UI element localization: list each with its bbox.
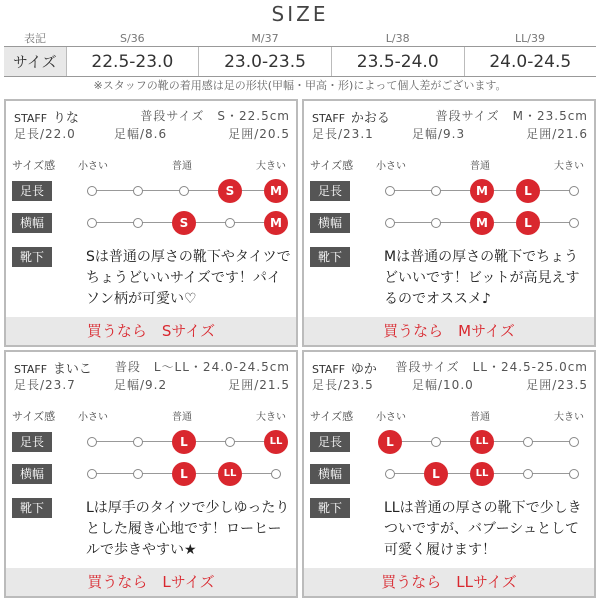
- scale-small-label: 小さい: [376, 161, 406, 172]
- size-value-s: 22.5-23.0: [66, 47, 199, 77]
- length-scale: [92, 432, 283, 452]
- staff-label: STAFF: [14, 363, 48, 376]
- length-row-label: 足長: [310, 181, 350, 201]
- width-row-label: 横幅: [310, 213, 350, 233]
- scale-dot: [431, 437, 441, 447]
- scale-dot: [569, 437, 579, 447]
- size-fit-marker: LL: [470, 462, 494, 486]
- scale-dot: [385, 218, 395, 228]
- staff-comment: LLは普通の厚さの靴下で少しきついですが、バブーシュとして可愛く履けます！: [384, 500, 582, 558]
- size-header-label: 表記: [4, 30, 66, 47]
- staff-header: [14, 358, 290, 377]
- foot-width: 足幅/9.2: [114, 378, 168, 392]
- staff-name: かおる: [350, 111, 390, 126]
- scale-dot: [431, 186, 441, 196]
- scale-normal-label: 普通: [470, 412, 490, 423]
- foot-length: 足長/23.7: [14, 378, 76, 392]
- size-fit-marker: L: [172, 430, 196, 454]
- size-row-label: サイズ: [4, 47, 66, 77]
- size-fit-marker: M: [264, 211, 288, 235]
- scale-dot: [133, 437, 143, 447]
- scale-small-label: 小さい: [376, 412, 406, 423]
- scale-small-label: 小さい: [78, 412, 108, 423]
- foot-length: 足長/23.1: [312, 127, 374, 141]
- staff-header: [14, 107, 290, 126]
- staff-card: [4, 99, 298, 347]
- recommend-size: 買うなら Mサイズ: [304, 317, 594, 345]
- foot-girth: 足囲/23.5: [526, 378, 588, 392]
- scale-dot: [87, 437, 97, 447]
- scale-dot: [569, 186, 579, 196]
- scale-large-label: 大きい: [554, 161, 584, 172]
- size-fit-marker: S: [172, 211, 196, 235]
- scale-dot: [179, 186, 189, 196]
- foot-length: 足長/22.0: [14, 127, 76, 141]
- scale-title: サイズ感: [310, 159, 354, 172]
- foot-length: 足長/23.5: [312, 378, 374, 392]
- length-row-label: 足長: [12, 181, 52, 201]
- size-fit-marker: L: [516, 211, 540, 235]
- staff-card: [302, 99, 596, 347]
- foot-width: 足幅/10.0: [412, 378, 474, 392]
- usual-size: 普段サイズ LL・24.5-25.0cm: [395, 360, 588, 374]
- staff-header: [312, 107, 588, 126]
- size-value-ll: 24.0-24.5: [464, 47, 596, 77]
- scale-dot: [87, 218, 97, 228]
- scale-dot: [87, 186, 97, 196]
- staff-label: STAFF: [312, 112, 346, 125]
- size-col-m: M/37: [199, 30, 332, 47]
- shoe-sock-label: 靴下: [12, 498, 52, 518]
- staff-comment: Sは普通の厚さの靴下やタイツでちょうどいいサイズです！パイソン柄が可愛い♡: [86, 249, 291, 307]
- scale-dot: [569, 469, 579, 479]
- size-value-l: 23.5-24.0: [331, 47, 464, 77]
- size-fit-marker: L: [516, 179, 540, 203]
- scale-dot: [133, 186, 143, 196]
- shoe-sock-label: 靴下: [310, 247, 350, 267]
- fit-note: ※スタッフの靴の着用感は足の形状(甲幅・甲高・形)によって個人差がございます。: [93, 79, 507, 92]
- size-col-ll: LL/39: [464, 30, 596, 47]
- scale-normal-label: 普通: [172, 161, 192, 172]
- scale-dot: [133, 469, 143, 479]
- scale-dot: [569, 218, 579, 228]
- recommend-size: 買うなら Sサイズ: [6, 317, 296, 345]
- shoe-sock-label: 靴下: [12, 247, 52, 267]
- scale-dot: [271, 469, 281, 479]
- size-fit-marker: L: [424, 462, 448, 486]
- size-fit-marker: M: [470, 179, 494, 203]
- staff-card: [302, 350, 596, 598]
- staff-label: STAFF: [312, 363, 346, 376]
- scale-title: サイズ感: [310, 410, 354, 423]
- width-scale: [92, 464, 276, 484]
- scale-large-label: 大きい: [256, 412, 286, 423]
- scale-dot: [87, 469, 97, 479]
- recommend-size: 買うなら LLサイズ: [304, 568, 594, 596]
- width-scale: [92, 213, 282, 233]
- usual-size: 普段サイズ M・23.5cm: [435, 109, 588, 123]
- size-fit-marker: LL: [264, 430, 288, 454]
- scale-dot: [133, 218, 143, 228]
- size-title: SIZE: [271, 2, 329, 26]
- width-scale: [390, 464, 574, 484]
- length-row-label: 足長: [310, 432, 350, 452]
- staff-name: りな: [52, 111, 79, 126]
- scale-small-label: 小さい: [78, 161, 108, 172]
- staff-comment: Lは厚手のタイツで少しゆったりとした履き心地です！ローヒールで歩きやすい★: [86, 500, 290, 558]
- recommend-size: 買うなら Lサイズ: [6, 568, 296, 596]
- scale-dot: [225, 218, 235, 228]
- length-scale: [386, 432, 574, 452]
- length-scale: [390, 181, 574, 201]
- size-fit-marker: LL: [218, 462, 242, 486]
- scale-dot: [385, 186, 395, 196]
- scale-large-label: 大きい: [554, 412, 584, 423]
- scale-dot: [523, 437, 533, 447]
- size-value-m: 23.0-23.5: [199, 47, 332, 77]
- usual-size: 普段 L〜LL・24.0-24.5cm: [114, 360, 290, 374]
- length-row-label: 足長: [12, 432, 52, 452]
- size-fit-marker: L: [378, 430, 402, 454]
- foot-girth: 足囲/21.5: [228, 378, 290, 392]
- scale-large-label: 大きい: [256, 161, 286, 172]
- size-fit-marker: S: [218, 179, 242, 203]
- size-table: [4, 30, 596, 77]
- foot-girth: 足囲/20.5: [228, 127, 290, 141]
- staff-comment: Mは普通の厚さの靴下でちょうどいいです！ビットが高見えするのでオススメ♪: [384, 249, 580, 307]
- staff-name: まいこ: [52, 362, 92, 377]
- size-col-l: L/38: [331, 30, 464, 47]
- staff-label: STAFF: [14, 112, 48, 125]
- width-row-label: 横幅: [12, 213, 52, 233]
- width-row-label: 横幅: [12, 464, 52, 484]
- length-scale: [92, 181, 282, 201]
- usual-size: 普段サイズ S・22.5cm: [140, 109, 290, 123]
- foot-width: 足幅/9.3: [412, 127, 466, 141]
- scale-dot: [225, 437, 235, 447]
- scale-dot: [385, 469, 395, 479]
- staff-card: [4, 350, 298, 598]
- width-scale: [390, 213, 574, 233]
- foot-girth: 足囲/21.6: [526, 127, 588, 141]
- shoe-sock-label: 靴下: [310, 498, 350, 518]
- width-row-label: 横幅: [310, 464, 350, 484]
- size-fit-marker: L: [172, 462, 196, 486]
- scale-dot: [523, 469, 533, 479]
- scale-normal-label: 普通: [172, 412, 192, 423]
- scale-title: サイズ感: [12, 410, 56, 423]
- scale-title: サイズ感: [12, 159, 56, 172]
- scale-dot: [431, 218, 441, 228]
- scale-normal-label: 普通: [470, 161, 490, 172]
- staff-header: [312, 358, 588, 377]
- size-col-s: S/36: [66, 30, 199, 47]
- size-fit-marker: LL: [470, 430, 494, 454]
- size-fit-marker: M: [470, 211, 494, 235]
- size-fit-marker: M: [264, 179, 288, 203]
- staff-name: ゆか: [350, 362, 377, 377]
- foot-width: 足幅/8.6: [114, 127, 168, 141]
